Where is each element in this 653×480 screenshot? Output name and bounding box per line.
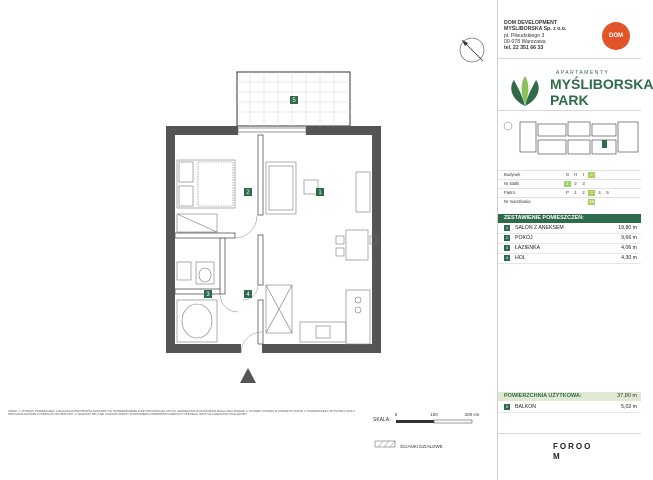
usable-area-bar [498, 392, 641, 401]
brand-name-line1: MYŚLIBORSKA [550, 76, 653, 92]
disclaimer-text: UWAGI: 1. WYMIARY POMIESZCZEŃ, LOKALIZACJA PRZYBORÓW SANITARNYCH, ROZMIESZCZENIE PUNKTÓW INSTALACYJNYCH I ELEMENTÓW WYKOŃCZENIA MOGĄ ULEC ZMIANIE. 2. WYMIARY PODANE W SUROWYM STANIE. 3. POWIERZCHNIA UŻYTKOWA LOKALU OBLICZONA ZGODNIE Z NORMĄ PN-ISO 9836:1997. 4. NINIEJSZY RZUT NIE STANOWI OFERTY W ROZUMIENIU PRZEPISÓW KODEKSU CYWILNEGO. RZUT MA CHARAKTER POGLĄDOWY. [8, 410, 355, 417]
developer-address [504, 20, 566, 51]
scale-label: SKALA: [373, 417, 391, 423]
plan-label-2: 2 [246, 190, 250, 197]
row-floor: Piętro P 1 2 3 4 5 [498, 188, 641, 197]
compass-icon [460, 38, 484, 62]
room-row: 1 SALON Z ANEKSEM 19,80 m [498, 224, 641, 234]
plan-label-4: 4 [246, 292, 250, 299]
svg-text:200 cm: 200 cm [464, 412, 480, 417]
site-plan-thumbnail [502, 112, 641, 164]
entrance-arrow-icon [240, 368, 256, 383]
row-building: Budynek G H I J [498, 170, 641, 179]
coffee-table [304, 180, 318, 194]
plan-label-3: 3 [206, 292, 210, 299]
info-panel [497, 0, 653, 480]
row-apartment-number: Nr mieszkania 19 [498, 197, 641, 206]
plan-label-1: 1 [318, 190, 322, 197]
dining-table [336, 230, 376, 260]
row-staircase: Nr klatki 1 2 3 [498, 179, 641, 188]
partition-walls [175, 135, 263, 344]
kitchen-counter [300, 290, 370, 344]
plan-label-5: 5 [292, 98, 296, 105]
dom-logo: DOM [602, 22, 630, 50]
brand-name-line2: PARK [550, 92, 589, 108]
developer-phone: tel. 22 351 66 33 [504, 45, 544, 52]
foroom-logo: FOROOM [553, 442, 593, 461]
sofa [266, 162, 296, 214]
developer-name: DOM DEVELOPMENT [504, 20, 558, 26]
usable-area-value: 37,80 m [617, 393, 637, 399]
svg-text:100: 100 [430, 412, 438, 417]
developer-street: pl. Piłsudskiego 3 [504, 32, 545, 39]
room-row: 3 ŁAZIENKA 4,06 m [498, 244, 641, 254]
hall-cabinet [266, 285, 292, 333]
wardrobe [177, 214, 217, 232]
balcony-row: 5 BALKON 5,02 m [498, 403, 641, 413]
leaf-logo-icon [506, 74, 544, 108]
tv-unit [356, 172, 370, 212]
partition-legend-swatch [375, 441, 395, 447]
usable-area-label: POWIERZCHNIA UŻYTKOWA: [504, 393, 582, 399]
bathroom-fixtures [177, 262, 217, 342]
room-row: 4 HOL 4,30 m [498, 254, 641, 264]
scale-bar [395, 412, 480, 423]
brand-tagline: APARTAMENTY [556, 70, 610, 76]
bed [177, 160, 235, 208]
partition-legend-label: ŚCIANKI DZIAŁOWE [400, 444, 443, 449]
svg-text:0: 0 [394, 412, 398, 417]
developer-city: 00-078 Warszawa [504, 38, 546, 45]
room-row: 2 POKÓJ 9,66 m [498, 234, 641, 244]
developer-company: MYŚLIBORSKA Sp. z o.o. [504, 26, 567, 33]
rooms-header: ZESTAWIENIE POMIESZCZEŃ: [498, 214, 641, 223]
balcony-window [238, 128, 306, 132]
